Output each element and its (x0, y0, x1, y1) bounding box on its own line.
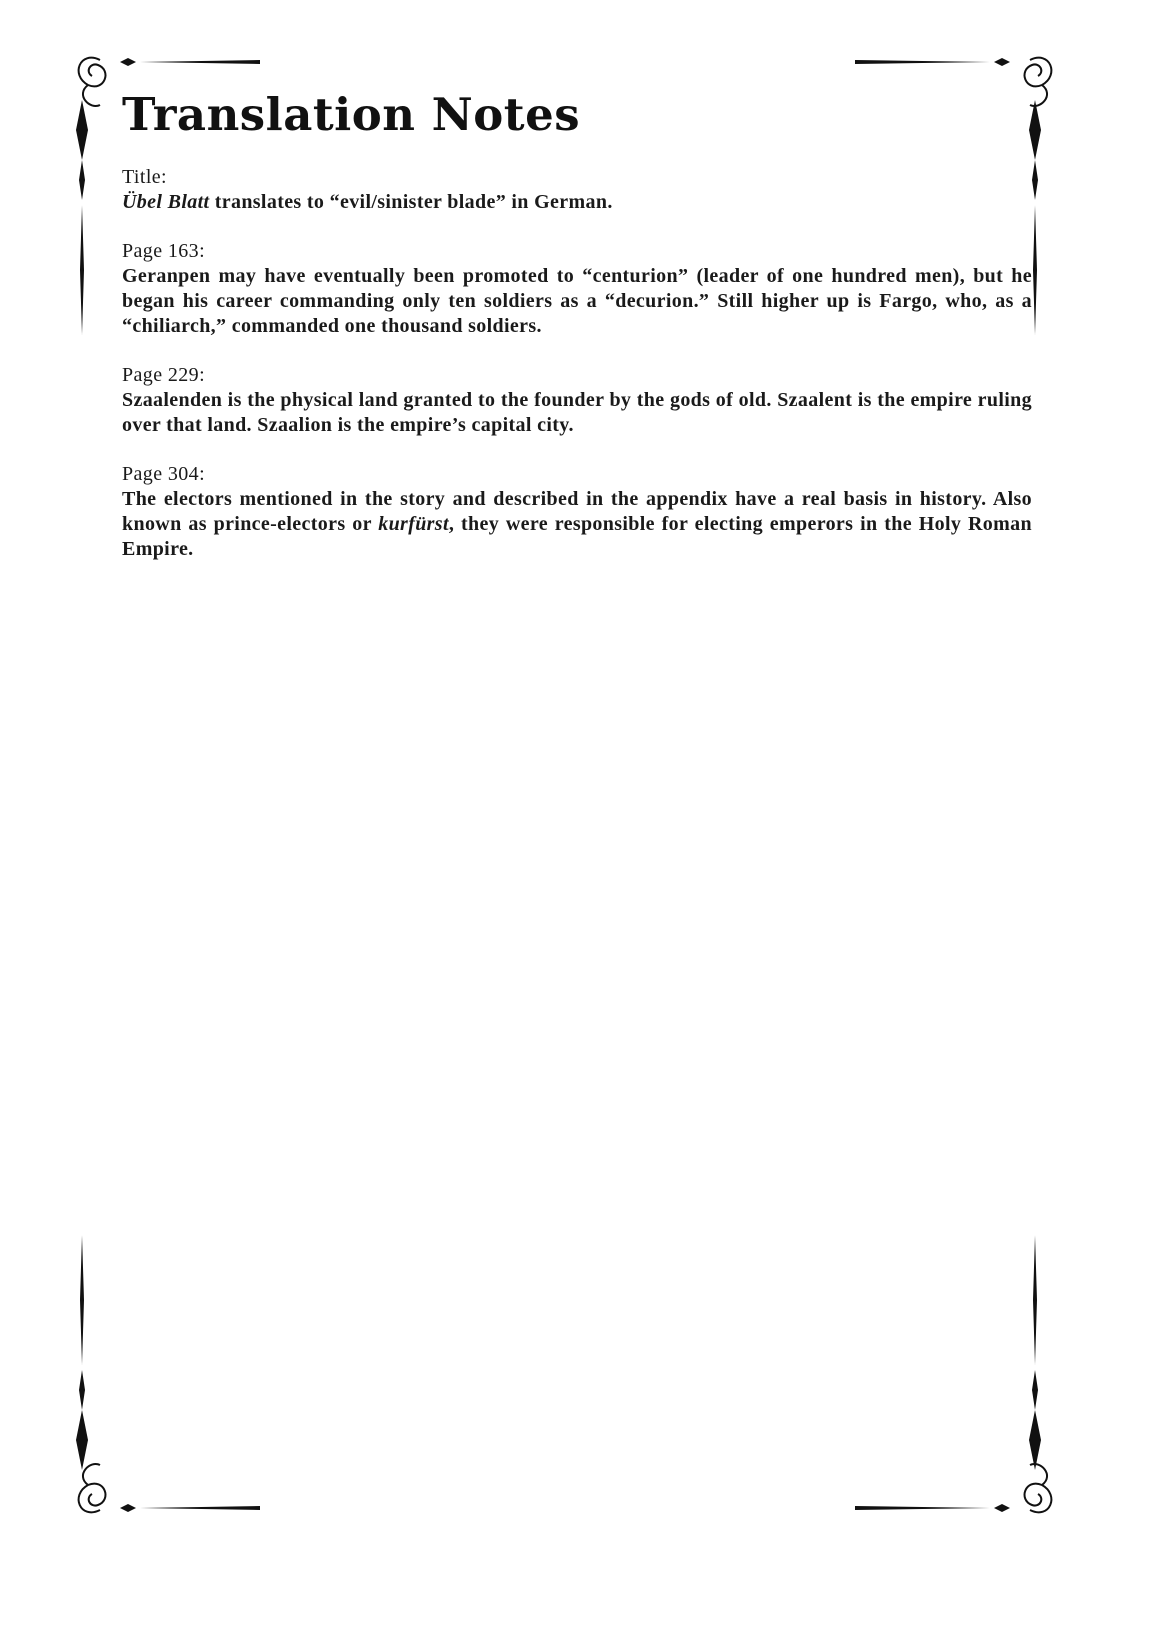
note-text: translates to “evil/sinister blade” in German. (209, 191, 613, 213)
note-page-163 (122, 239, 1032, 339)
note-text: , they were responsible for electing emperors in the Holy Roman Empire. (122, 513, 1032, 560)
italic-term: Übel Blatt (122, 191, 210, 213)
note-text: The electors mentioned in the story and described in the appendix have a real basis in history. Also known as prince-electors or (122, 488, 1032, 535)
note-heading: Title: (122, 166, 168, 188)
note-heading: Page 229: (122, 364, 206, 386)
note-body (122, 190, 1032, 215)
page-title: Translation Notes (122, 88, 581, 141)
bottom-right-ornament (850, 1230, 1070, 1530)
note-heading: Page 163: (122, 240, 206, 262)
italic-term: kurfürst (378, 513, 449, 535)
bottom-left-ornament (60, 1230, 280, 1530)
note-body (122, 487, 1032, 562)
note-text: Szaalenden is the physical land granted to the founder by the gods of old. Szaalent is the empire ruling over that land. Szaalion is the empire’s capital city. (122, 389, 1032, 436)
note-heading: Page 304: (122, 463, 206, 485)
note-title (122, 165, 1032, 215)
note-page-229 (122, 363, 1032, 438)
note-body (122, 264, 1032, 339)
note-page-304 (122, 462, 1032, 562)
note-text: Geranpen may have eventually been promoted to “centurion” (leader of one hundred men), but he began his career commanding only ten soldiers as a “decurion.” Still higher up is Fargo, who, as a “chiliarch,” commanded one thousand soldiers. (122, 265, 1032, 337)
note-body (122, 388, 1032, 438)
translation-notes-list (122, 165, 1032, 586)
